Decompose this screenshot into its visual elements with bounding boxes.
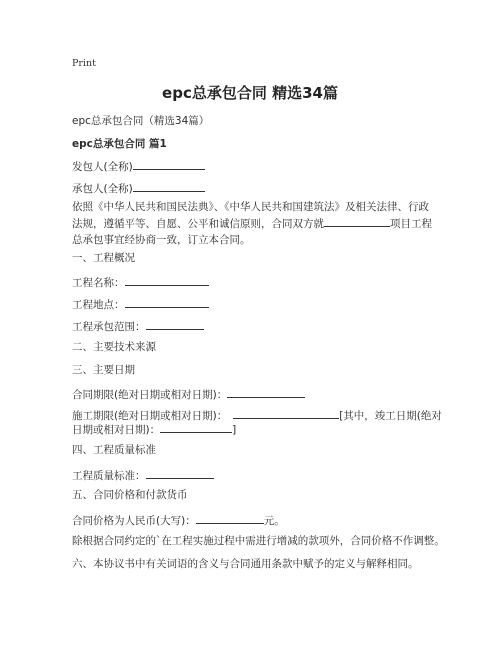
- construction-period-blank: [233, 407, 339, 419]
- project-location-line: [72, 296, 209, 312]
- project-location-blank: [125, 296, 209, 308]
- price-unit: 元。: [263, 515, 285, 527]
- price-adjustment-note: 除根据合同约定的`在工程实施过程中需进行增减的款项外，合同价格不作调整。: [72, 535, 445, 547]
- contractor-blank: [133, 180, 205, 192]
- intro-text-after: 项目工程总承包事宜经协商一致，订立本合同。: [72, 218, 432, 246]
- price-line: [72, 512, 285, 528]
- contractor-label: 承包人(全称): [72, 183, 133, 195]
- project-scope-blank: [146, 318, 204, 330]
- employer-blank: [133, 158, 205, 170]
- price-label: 合同价格为人民币(大写)：: [72, 515, 196, 527]
- project-scope-line: [72, 318, 204, 334]
- section3-heading: 三、主要日期: [72, 364, 135, 376]
- price-blank: [196, 512, 264, 524]
- section6-text: 六、本协议书中有关词语的含义与合同通用条款中赋予的定义与解释相同。: [72, 558, 419, 570]
- employer-label: 发包人(全称): [72, 161, 133, 173]
- construction-period-label: 施工期限(绝对日期或相对日期)：: [72, 410, 228, 422]
- project-name-line: [72, 274, 209, 290]
- completion-suffix: ]: [232, 424, 237, 436]
- project-location-label: 工程地点：: [72, 299, 125, 311]
- completion-date-label: 日期或相对日期)：: [72, 424, 161, 436]
- contract-period-label: 合同期限(绝对日期或相对日期)：: [72, 389, 228, 401]
- document-subtitle: epc总承包合同（精选34篇）: [72, 115, 210, 127]
- section5-heading: 五、合同价格和付款货币: [72, 489, 188, 501]
- project-name-blank: [324, 215, 390, 227]
- section2-heading: 二、主要技术来源: [72, 341, 156, 353]
- quality-blank: [146, 467, 214, 479]
- quality-line: [72, 467, 214, 483]
- section4-heading: 四、工程质量标准: [72, 444, 156, 456]
- completion-date-line: [72, 421, 236, 437]
- print-label: Print: [72, 58, 96, 69]
- project-name-label: 工程名称：: [72, 277, 125, 289]
- document-title: epc总承包合同 精选34篇: [162, 84, 338, 102]
- contract-period-blank: [227, 386, 305, 398]
- part-heading: epc总承包合同 篇1: [72, 138, 167, 150]
- completion-prefix: [其中，竣工日期(绝对: [339, 410, 442, 422]
- employer-line: [72, 158, 205, 174]
- section1-heading: 一、工程概况: [72, 252, 135, 264]
- project-name-field-blank: [125, 274, 209, 286]
- contract-period-line: [72, 386, 305, 402]
- contractor-line: [72, 180, 205, 196]
- completion-date-blank: [160, 421, 232, 433]
- project-scope-label: 工程承包范围：: [72, 321, 146, 333]
- intro-text-before: 依照《中华人民共和国民法典》、《中华人民共和国建筑法》及相关法律、行政法规，遵循平等、自愿、公平和诚信原则，合同双方就: [72, 201, 429, 230]
- intro-paragraph: [72, 199, 432, 248]
- quality-label: 工程质量标准：: [72, 470, 146, 482]
